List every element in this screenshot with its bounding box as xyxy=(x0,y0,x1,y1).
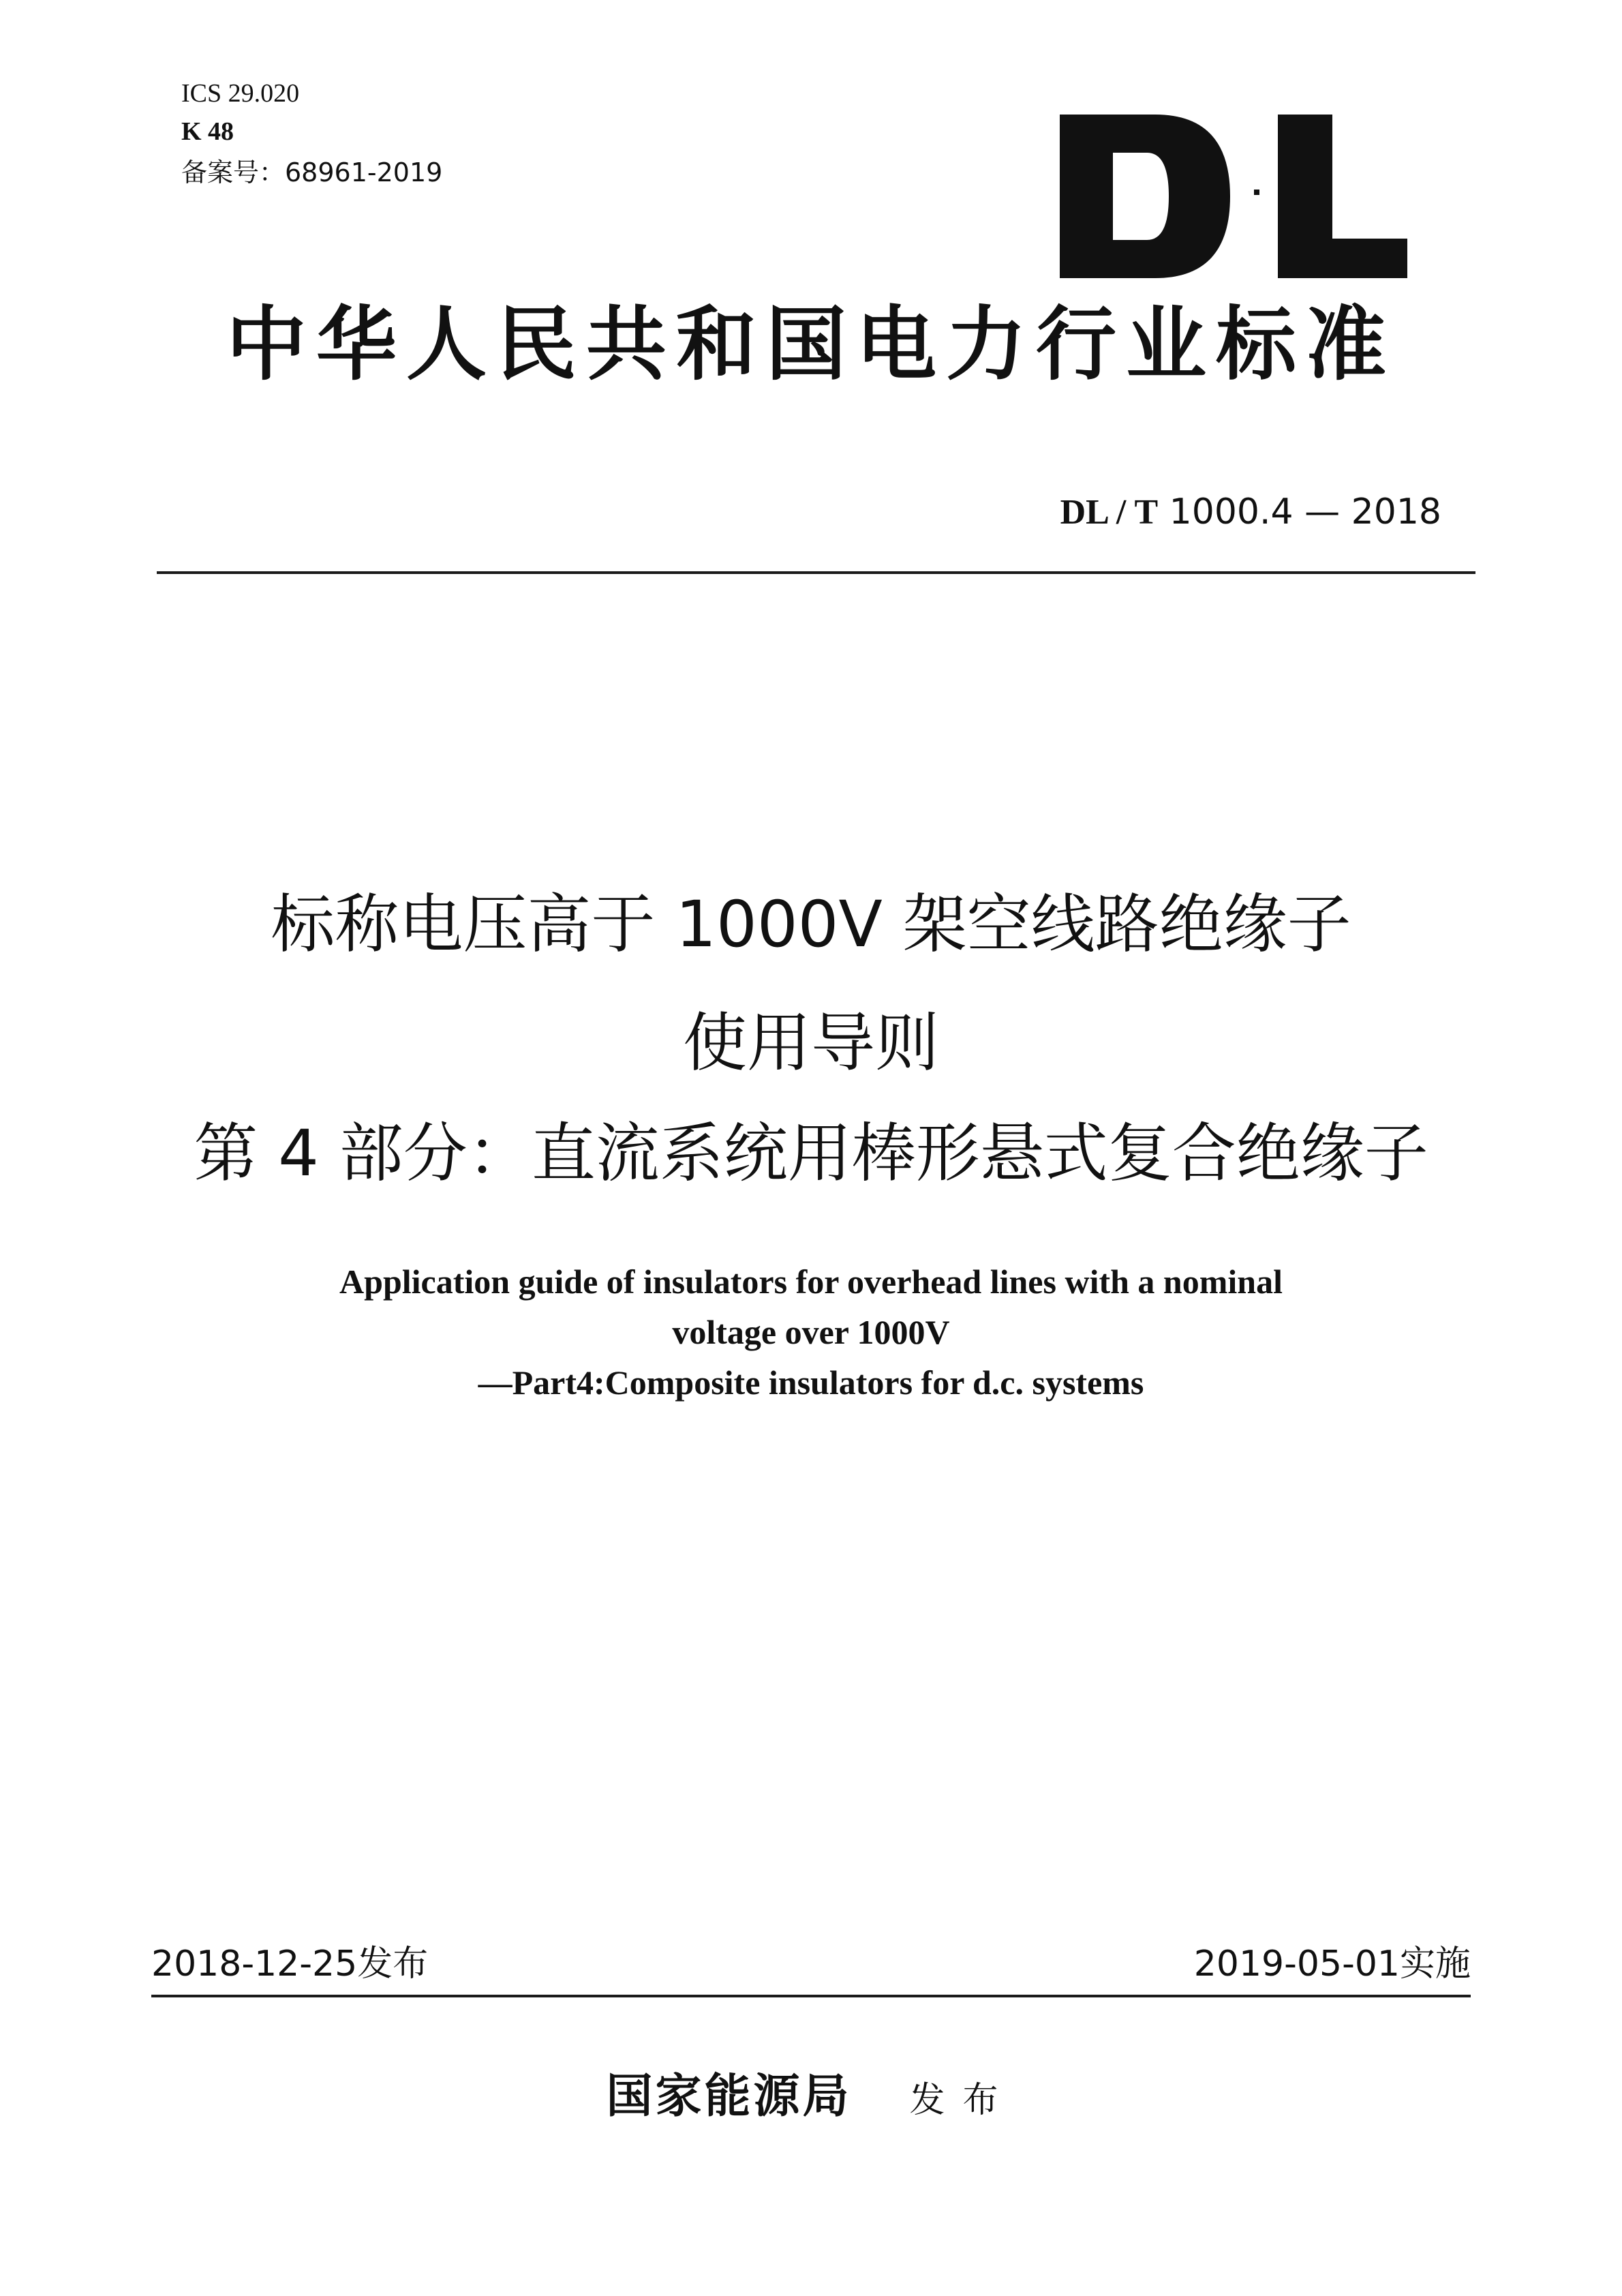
top-divider xyxy=(157,571,1475,574)
ccs-code: K 48 xyxy=(181,117,234,146)
publisher-name: 国家能源局 xyxy=(606,2069,852,2124)
dl-logo xyxy=(1060,115,1407,278)
standard-number xyxy=(1060,488,1441,537)
title-en-line3: —Part4:Composite insulators for d.c. systems xyxy=(478,1363,1144,1402)
ics-code: ICS 29.020 xyxy=(181,79,300,108)
standard-number-prefix: DL / T xyxy=(1060,493,1159,532)
publisher xyxy=(0,2062,1622,2143)
bottom-divider xyxy=(151,1995,1471,1997)
effective-date: 2019-05-01实施 xyxy=(1193,1944,1471,1984)
standard-number-code: 1000.4 — 2018 xyxy=(1169,492,1441,532)
publisher-action: 发布 xyxy=(909,2080,1016,2121)
title-cn-line3: 第 4 部分：直流系统用棒形悬式复合绝缘子 xyxy=(194,1117,1428,1191)
title-en-line2: voltage over 1000V xyxy=(672,1313,950,1351)
title-en-line1: Application guide of insulators for overhead lines with a nominal xyxy=(339,1263,1283,1301)
title-cn-line2: 使用导则 xyxy=(682,1006,939,1081)
standard-title: 中华人民共和国电力行业标准 xyxy=(226,297,1396,391)
issue-date: 2018-12-25发布 xyxy=(151,1944,429,1984)
title-cn-line1: 标称电压高于 1000V 架空线路绝缘子 xyxy=(271,888,1351,962)
record-number: 备案号：68961-2019 xyxy=(181,157,443,187)
